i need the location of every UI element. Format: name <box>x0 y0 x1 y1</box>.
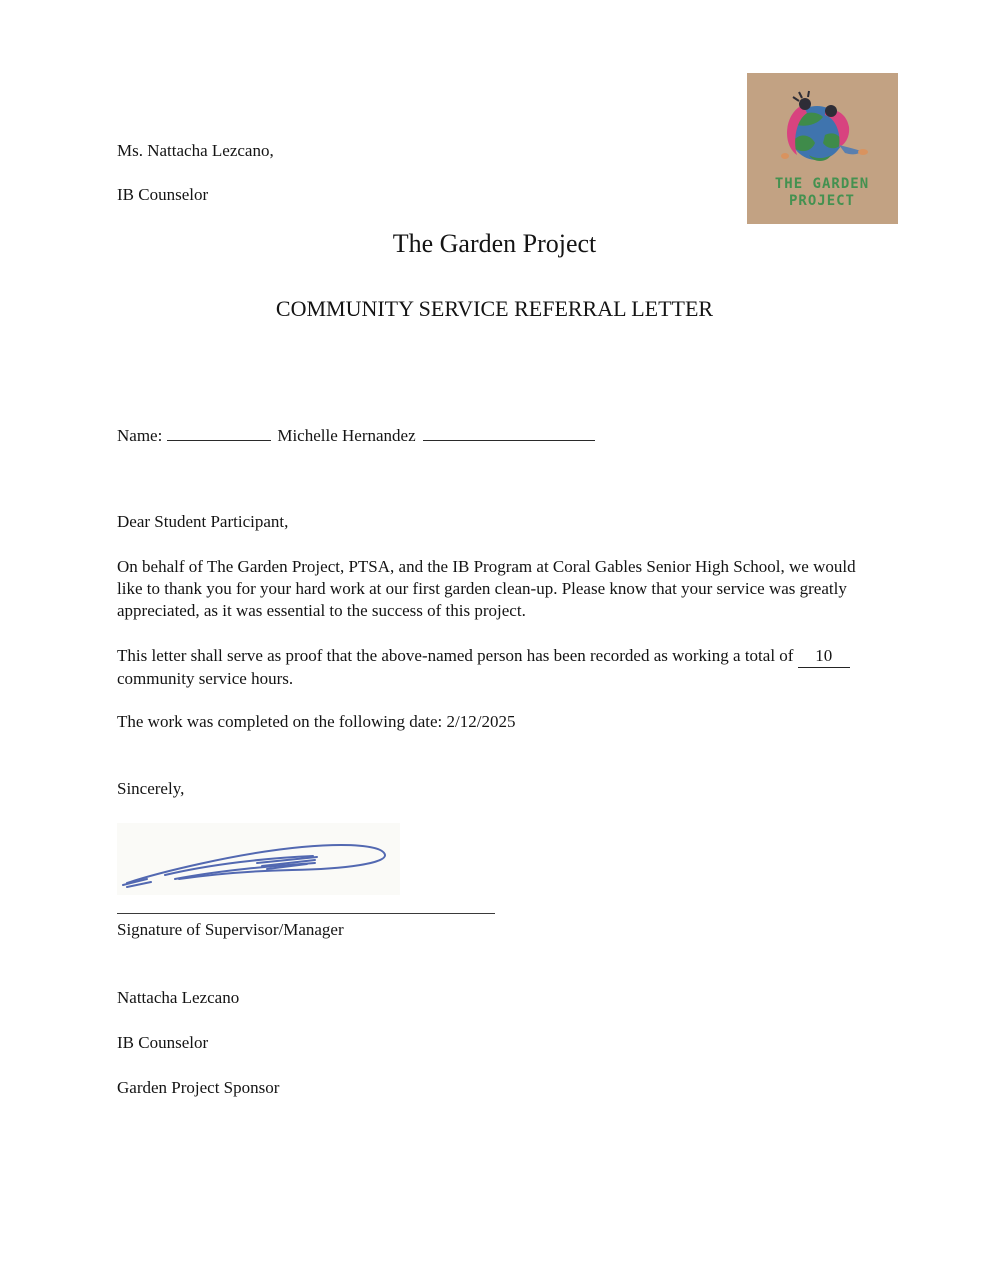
body-paragraph-2 <box>117 645 882 690</box>
contact-block <box>117 118 274 228</box>
name-label: Name: <box>117 426 163 445</box>
signature-image <box>117 823 400 895</box>
page-subtitle: COMMUNITY SERVICE REFERRAL LETTER <box>275 296 714 321</box>
salutation: Dear Student Participant, <box>117 512 289 531</box>
signer-title-2: Garden Project Sponsor <box>117 1077 280 1097</box>
signer-block <box>117 964 279 1122</box>
signer-name: Nattacha Lezcano <box>117 987 240 1007</box>
signature-line <box>117 913 495 914</box>
name-value: Michelle Hernandez <box>277 426 416 445</box>
garden-project-logo-icon <box>747 73 898 224</box>
completion-date-line: The work was completed on the following date: 2/12/2025 <box>117 712 516 731</box>
body-paragraph-1: On behalf of The Garden Project, PTSA, and the IB Program at Coral Gables Senior High School, we would like to thank you for your hard work at our first garden clean-up. Please know that your service was greatly appreciated, as it was essential to the success of this project. <box>117 557 856 620</box>
garden-project-logo <box>747 73 898 224</box>
hours-text-after: community service hours. <box>117 669 294 688</box>
logo-line1-text: THE GARDEN <box>774 176 870 192</box>
contact-title: IB Counselor <box>117 185 209 204</box>
valediction: Sincerely, <box>117 779 185 798</box>
page-title: The Garden Project <box>392 229 597 258</box>
name-line <box>117 422 595 446</box>
signature-label: Signature of Supervisor/Manager <box>117 920 344 939</box>
name-blank-before <box>167 422 271 441</box>
hours-value: 10 <box>798 645 850 668</box>
contact-name: Ms. Nattacha Lezcano, <box>117 141 274 160</box>
hours-text-before: This letter shall serve as proof that the above-named person has been recorded as working a total of <box>117 646 798 665</box>
signature-ink-icon <box>117 823 400 895</box>
name-blank-after <box>423 422 595 441</box>
logo-line2-text: PROJECT <box>788 193 856 209</box>
signer-title-1: IB Counselor <box>117 1032 209 1052</box>
